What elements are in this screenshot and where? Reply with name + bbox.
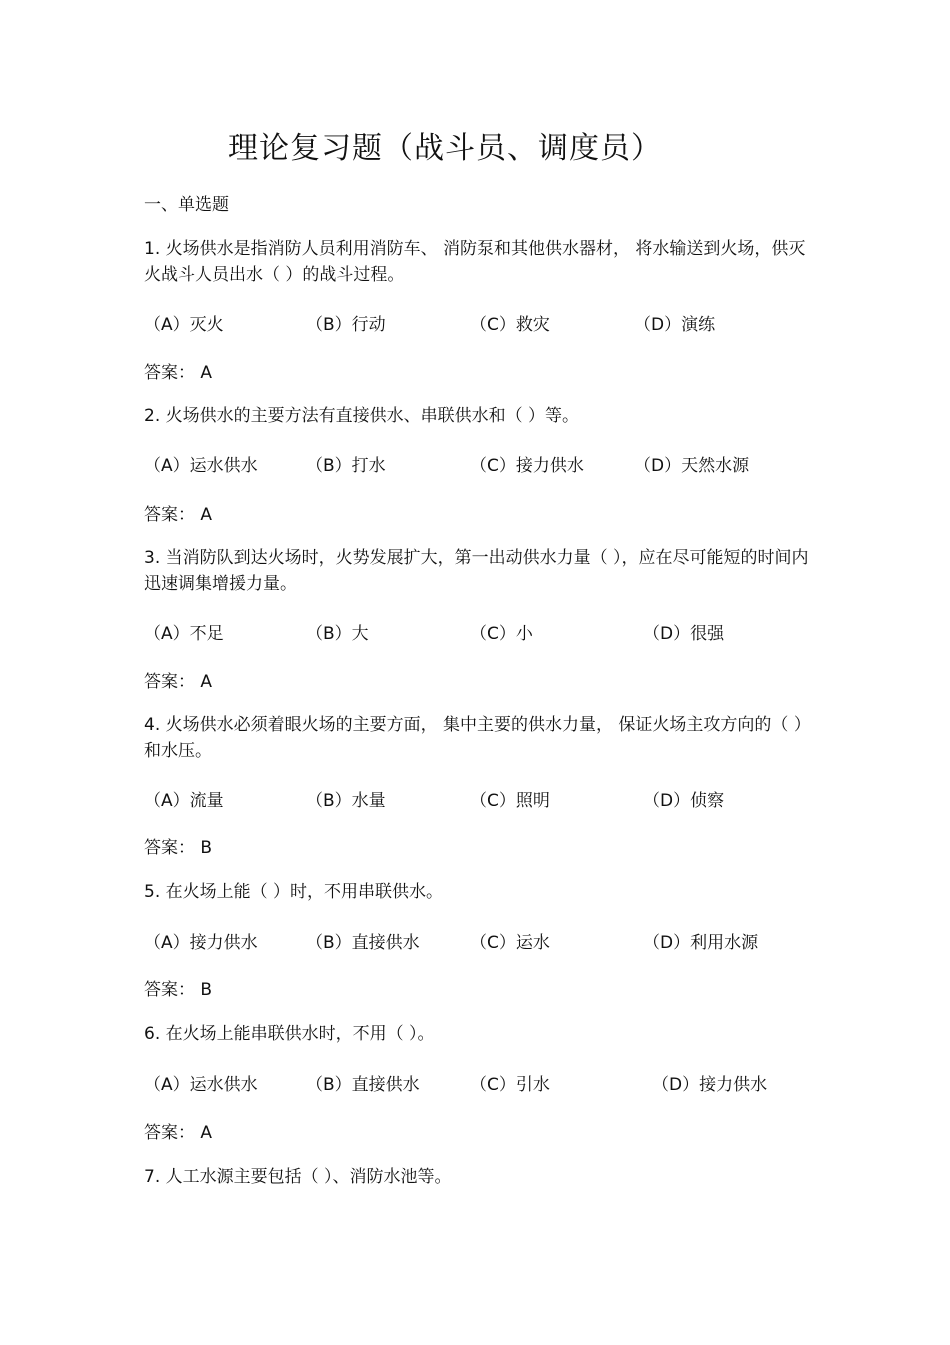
option-d: （D）天然水源 xyxy=(634,456,750,476)
option-d: （D）接力供水 xyxy=(652,1075,768,1095)
option-d: （D）很强 xyxy=(643,624,725,644)
question-text: 6. 在火场上能串联供水时，不用（ ）。 xyxy=(144,1024,435,1044)
answer-text: 答案： B xyxy=(144,980,213,1000)
question-text: 7. 人工水源主要包括（ ）、消防水池等。 xyxy=(144,1167,452,1187)
option-d: （D）侦察 xyxy=(643,791,725,811)
answer-text: 答案： A xyxy=(144,363,213,383)
option-b: （B）水量 xyxy=(306,791,386,811)
question-text: 1. 火场供水是指消防人员利用消防车、 消防泵和其他供水器材， 将水输送到火场，供灭火战斗人员出水（ ）的战斗过程。 xyxy=(144,239,806,285)
option-b: （B）直接供水 xyxy=(306,1075,420,1095)
option-a: （A）不足 xyxy=(144,624,224,644)
option-c: （C）运水 xyxy=(470,933,550,953)
option-c: （C）救灾 xyxy=(470,315,550,335)
answer-text: 答案： A xyxy=(144,1123,213,1143)
option-b: （B）打水 xyxy=(306,456,386,476)
question-text: 4. 火场供水必须着眼火场的主要方面， 集中主要的供水力量， 保证火场主攻方向的（ ）和水压。 xyxy=(144,715,811,761)
option-c: （C）接力供水 xyxy=(470,456,584,476)
option-a: （A）运水供水 xyxy=(144,1075,258,1095)
answer-text: 答案： B xyxy=(144,838,213,858)
option-a: （A）流量 xyxy=(144,791,224,811)
option-b: （B）直接供水 xyxy=(306,933,420,953)
section-heading: 一、单选题 xyxy=(144,195,229,215)
option-b: （B）行动 xyxy=(306,315,386,335)
question-text: 2. 火场供水的主要方法有直接供水、串联供水和（ ）等。 xyxy=(144,406,580,426)
answer-text: 答案： A xyxy=(144,672,213,692)
option-b: （B）大 xyxy=(306,624,369,644)
option-d: （D）演练 xyxy=(634,315,716,335)
option-a: （A）灭火 xyxy=(144,315,224,335)
option-c: （C）引水 xyxy=(470,1075,550,1095)
option-d: （D）利用水源 xyxy=(643,933,759,953)
option-a: （A）运水供水 xyxy=(144,456,258,476)
answer-text: 答案： A xyxy=(144,505,213,525)
document-title: 理论复习题（战斗员、调度员） xyxy=(228,131,662,166)
option-c: （C）小 xyxy=(470,624,533,644)
option-a: （A）接力供水 xyxy=(144,933,258,953)
question-text: 5. 在火场上能（ ）时，不用串联供水。 xyxy=(144,882,444,902)
question-text: 3. 当消防队到达火场时，火势发展扩大，第一出动供水力量（ ），应在尽可能短的时间内迅速调集增援力量。 xyxy=(144,548,809,594)
option-c: （C）照明 xyxy=(470,791,550,811)
